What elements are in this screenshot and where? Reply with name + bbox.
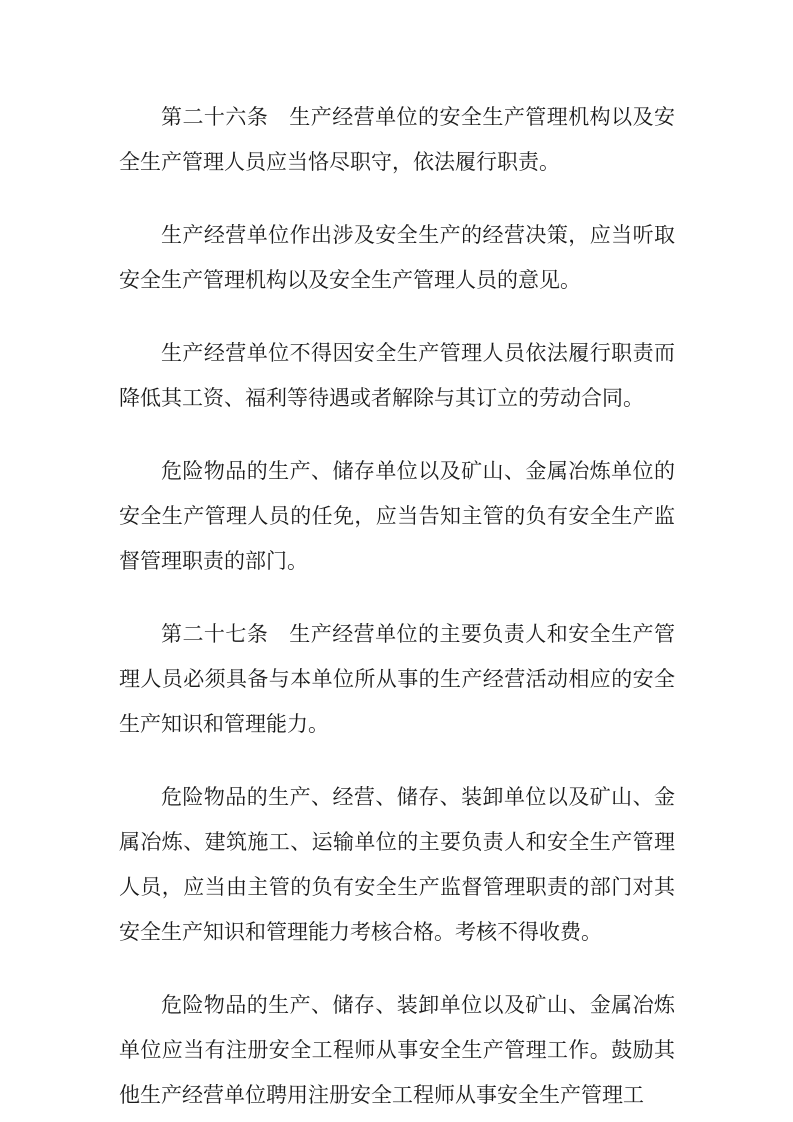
article-26-text-1: 生产经营单位的安全生产管理机构以及安全生产管理人员应当恪尽职守，依法履行职责。 [119,105,676,174]
article-26-paragraph-4: 危险物品的生产、储存单位以及矿山、金属冶炼单位的安全生产管理人员的任免，应当告知主管的负有安全生产监督管理职责的部门。 [119,459,675,573]
article-27-paragraph-2: 危险物品的生产、经营、储存、装卸单位以及矿山、金属冶炼、建筑施工、运输单位的主要负责人和安全生产管理人员，应当由主管的负有安全生产监督管理职责的部门对其安全生产知识和管理能力考核合格。考核不得收费。 [119,785,675,944]
article-26-paragraph-3: 生产经营单位不得因安全生产管理人员依法履行职责而降低其工资、福利等待遇或者解除与其订立的劳动合同。 [119,341,675,410]
article-27-number: 第二十七条 [161,622,269,646]
document-body [119,95,675,1118]
article-26-number: 第二十六条 [161,105,269,129]
article-27-text-1: 生产经营单位的主要负责人和安全生产管理人员必须具备与本单位所从事的生产经营活动相应的安全生产知识和管理能力。 [119,622,676,736]
article-26-paragraph-1 [119,95,675,185]
article-26-paragraph-2: 生产经营单位作出涉及安全生产的经营决策，应当听取安全生产管理机构以及安全生产管理人员的意见。 [119,223,675,292]
article-27-paragraph-1 [119,612,675,747]
article-27-paragraph-3: 危险物品的生产、储存、装卸单位以及矿山、金属冶炼单位应当有注册安全工程师从事安全生产管理工作。鼓励其他生产经营单位聘用注册安全工程师从事安全生产管理工 [119,993,675,1107]
